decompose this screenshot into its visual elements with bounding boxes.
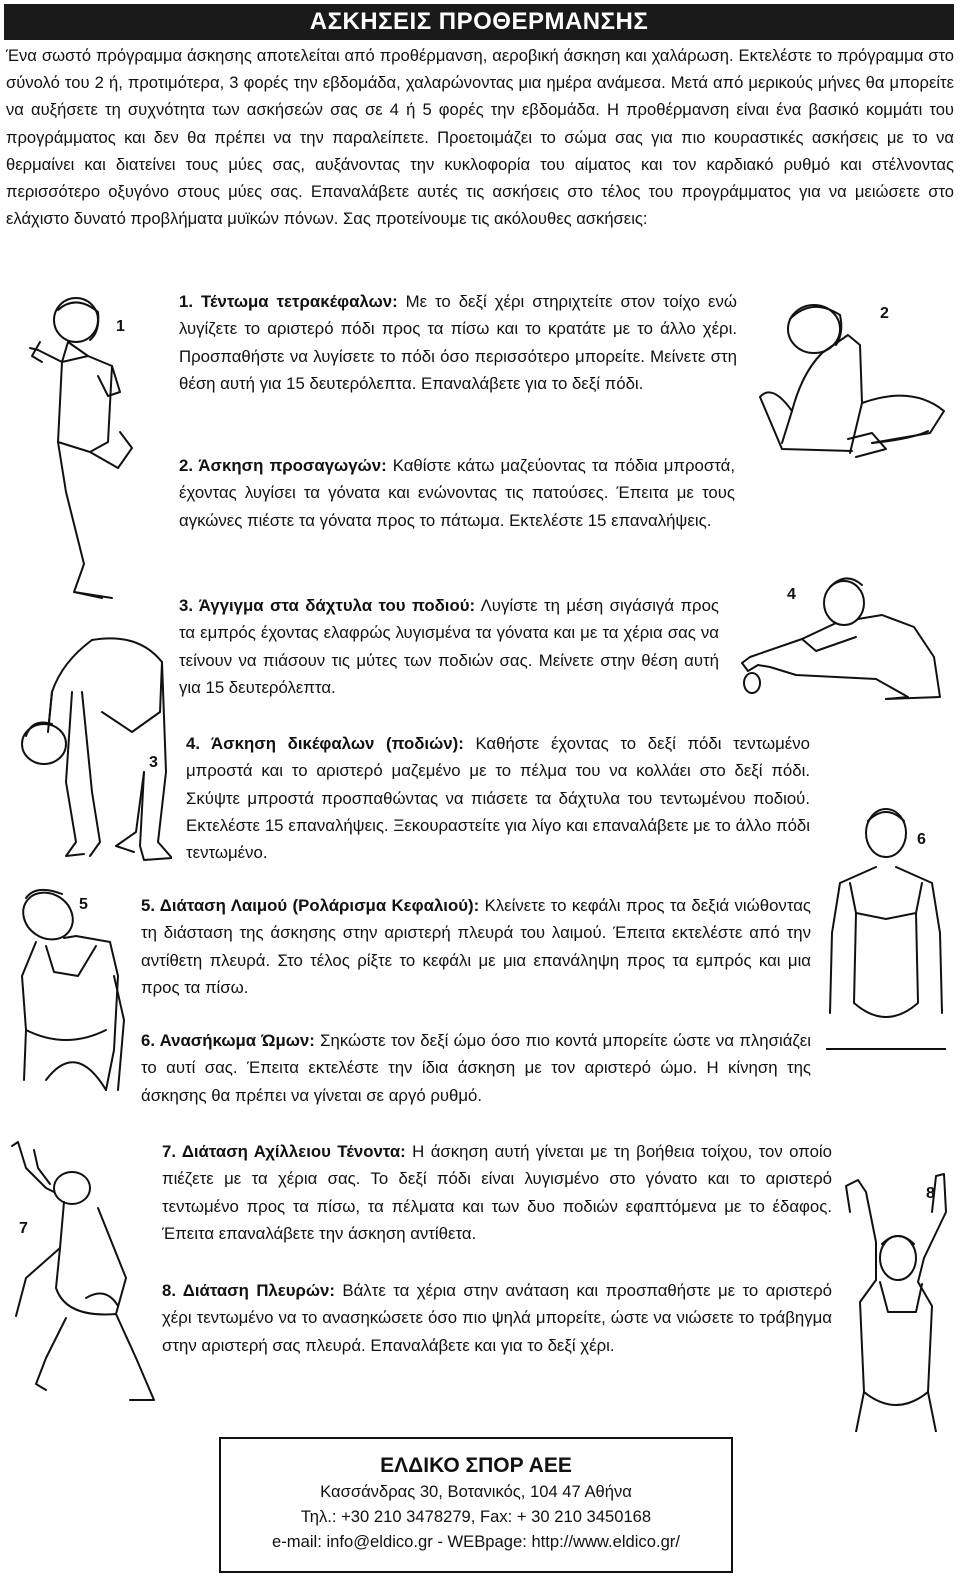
exercise-2 [179,452,735,534]
exercise-5-heading: 5. Διάταση Λαιμού (Ρολάρισμα Κεφαλιού): [141,896,480,915]
page-title: ΑΣΚΗΣΕΙΣ ΠΡΟΘΕΡΜΑΝΣΗΣ [4,4,954,40]
exercise-6-text: Σηκώστε τον δεξί ώμο όσο πιο κοντά μπορείτε ώστε να πλησιάζει το αυτί σας. Έπειτα εκτελέστε την ίδια άσκηση με τον αριστερό ώμο. Η κίνηση της άσκησης θα πρέπει να γίνεται σε αργό ρυθμό. [141,1031,812,1105]
company-contact: e-mail: info@eldico.gr - WEBpage: http://www.eldico.gr/ [272,1532,680,1551]
exercise-3-heading: 3. Άγγιγμα στα δάχτυλα του ποδιού: [179,596,476,615]
neck-stretch-illustration [6,880,126,1100]
exercise-4-text: Καθήστε έχοντας το δεξί πόδι τεντωμένο μπροστά και το αριστερό μαζεμένο με το πέλμα του να κολλάει στο δεξί πόδι. Σκύψτε μπροστά προσπαθώντας να πιάσετε τα δάχτυλα του τεντωμένου ποδιού. Εκτελέστε 15 επαναλήψεις. Ξεκουραστείτε για λίγο και επαναλάβετε με το άλλο πόδι τεντωμένο. [186,734,810,863]
intro-paragraph: Ένα σωστό πρόγραμμα άσκησης αποτελείται από προθέρμανση, αεροβική άσκηση και χαλάρωση. Εκτελέστε το πρόγραμμα στο σύνολό του 2 ή, προτιμότερα, 3 φορές την εβδομάδα, χαλαρώνοντας μια ημέρα ανάμεσα. Μετά από μερικούς μήνες θα μπορείτε να αυξήσετε τη συχνότητα των ασκήσεών σας σε 4 ή 5 φορές την εβδομάδα. Η προθέρμανση είναι ένα βασικό κομμάτι του προγράμματος και δεν θα πρέπει να την παραλείπετε. Προετοιμάζει το σώμα σας για πιο κουραστικές ασκήσεις με το να θερμαίνει και διατείνει τους μύες σας, αυξάνοντας την κυκλοφορία του αίματος και τον καρδιακό ρυθμό και στέλνοντας περισσότερο οξυγόνο στους μύες σας. Επαναλάβετε αυτές τις ασκήσεις στο τέλος του προγράμματος για να μειώσετε στο ελάχιστο δυνατό προβλήματα μυϊκών πόνων. Σας προτείνουμε τις ακόλουθες ασκήσεις: [6,46,954,229]
exercise-6 [141,1027,811,1109]
exercise-8 [162,1277,832,1359]
figure-number-4: 4 [787,586,796,603]
exercise-3 [179,592,719,701]
exercise-4-heading: 4. Άσκηση δικέφαλων (ποδιών): [186,734,464,753]
company-name: ΕΛΔΙΚΟ ΣΠΟΡ ΑΕΕ [380,1454,572,1477]
toe-touch-illustration [12,632,172,872]
figure-number-7: 7 [19,1220,28,1237]
exercise-5 [141,892,811,1001]
achilles-stretch-illustration [6,1138,156,1408]
exercise-1-heading: 1. Τέντωμα τετρακέφαλων: [179,292,398,311]
adductor-stretch-illustration [752,293,952,473]
figure-number-3: 3 [149,754,158,771]
exercise-7-heading: 7. Διάταση Αχίλλειου Τένοντα: [162,1142,406,1161]
exercise-4 [186,730,810,866]
side-stretch-illustration [836,1172,956,1432]
exercise-8-heading: 8. Διάταση Πλευρών: [162,1281,335,1300]
figure-number-2: 2 [880,305,889,322]
figure-number-5: 5 [79,896,88,913]
exercise-2-text: Καθίστε κάτω μαζεύοντας τα πόδια μπροστά, έχοντας λυγίσει τα γόνατα και ενώνοντας τις πατούσες. Έπειτα με τους αγκώνες πιέστε τα γόνατα προς το πάτωμα. Εκτελέστε 15 επαναλήψεις. [179,456,735,530]
exercise-7 [162,1138,832,1247]
exercise-6-heading: 6. Ανασήκωμα Ώμων: [141,1031,315,1050]
contact-box [219,1437,733,1573]
exercise-1-text: Με το δεξί χέρι στηριχτείτε στον τοίχο ενώ λυγίζετε το αριστερό πόδι προς τα πίσω και το κρατάτε με το άλλο χέρι. Προσπαθήστε να λυγίσετε το πόδι όσο περισσότερο μπορείτε. Μείνετε στη θέση αυτή για 15 δευτερόλεπτα. Επαναλάβετε για το δεξί πόδι. [179,292,737,393]
figure-number-6: 6 [917,831,926,848]
exercise-1 [179,288,737,397]
company-address: Κασσάνδρας 30, Βοτανικός, 104 47 Αθήνα [320,1482,632,1501]
quad-stretch-illustration [28,292,148,612]
exercise-3-text: Λυγίστε τη μέση σιγάσιγά προς τα εμπρός έχοντας ελαφρώς λυγισμένα τα γόνατα και με τα χέρια σας να τείνουν να πιάσουν τις μύτες των ποδιών σας. Μείνετε στην θέση αυτή για 15 δευτερόλεπτα. [179,596,719,697]
exercise-8-text: Βάλτε τα χέρια στην ανάταση και προσπαθήστε με το αριστερό χέρι τεντωμένο να το ανασηκώσετε όσο πιο ψηλά μπορείτε, ώστε να νιώσετε το τράβηγμα στην αριστερή σας πλευρά. Επαναλάβετε και για το δεξί χέρι. [162,1281,833,1355]
exercise-2-heading: 2. Άσκηση προσαγωγών: [179,456,387,475]
figure-number-1: 1 [116,318,125,335]
company-phone: Τηλ.: +30 210 3478279, Fax: + 30 210 3450168 [300,1507,652,1526]
hamstring-stretch-illustration [736,567,946,707]
shoulder-shrug-illustration [826,803,946,1053]
figure-number-8: 8 [926,1185,935,1202]
exercise-5-text: Κλείνετε το κεφάλι προς τα δεξιά νιώθοντας τη διάσταση της άσκησης στην αριστερή πλευρά του λαιμού. Έπειτα εκτελέστε από την αντίθετη πλευρά. Στο τέλος ρίξτε το κεφάλι με μια επανάληψη προς τα εμπρός και μια προς τα πίσω. [141,896,811,997]
exercise-7-text: Η άσκηση αυτή γίνεται με τη βοήθεια τοίχου, τον οποίο πιέζετε με τα χέρια σας. Το δεξί πόδι είναι λυγισμένο στο γόνατο και το αριστερό τεντωμένο προς τα πίσω, τα πέλματα και των δυο ποδιών εφαπτόμενα με το έδαφος. Έπειτα επαναλάβετε την άσκηση αντίθετα. [162,1142,832,1243]
